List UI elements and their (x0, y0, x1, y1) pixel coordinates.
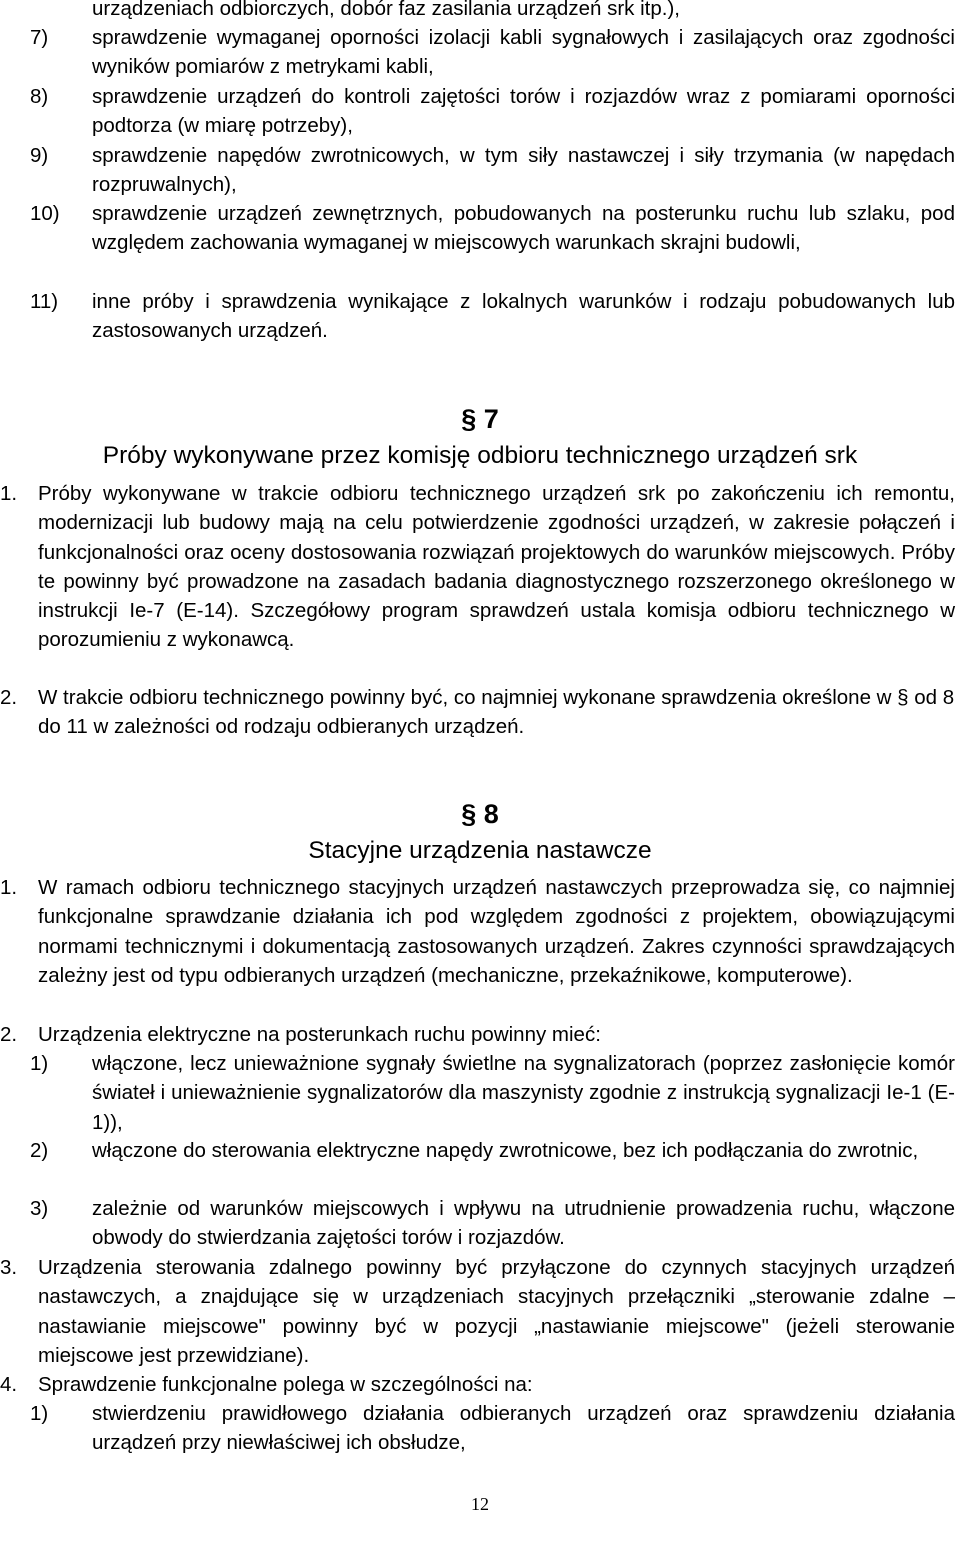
paragraph-number: 1. (0, 482, 18, 505)
numbered-paragraph (0, 1253, 955, 1373)
numbered-paragraph (0, 873, 955, 1023)
document-page: urządzeniach odbiorczych, dobór faz zasilania urządzeń srk itp.), 7) sprawdzenie wymaganej oporności izolacji kabli sygnałowych i zasilających oraz zgodności wyników pomiarów z metrykami kabli, 8) sprawdzenie urządzeń do kontroli zajętości torów i rozjazdów wraz z pomiarami oporności podtorza (w miarę potrzeby), 9) sprawdzenie napędów zwrotnicowych, w tym siły nastawczej i siły trzymania (w napędach rozpruwalnych), 10) sprawdzenie urządzeń zewnętrznych, pobudowanych na posterunku ruchu lub szlaku, pod względem zachowania wymaganej w miejscowych warunkach skrajni budowli, 11) inne próby i sprawdzenia wynikające z lokalnych warunków i rodzaju pobudowanych lub zastosowanych urządzeń. § 7 Próby wykonywane przez komisję odbioru technicznego urządzeń srk 1. Próby wykonywane w trakcie odbioru technicznego urządzeń srk po zakończeniu ich remontu, modernizacji lub budowy mają na celu potwierdzenie zgodności urządzeń, w zakresie połączeń i funkcjonalności oraz oceny dostosowania rozwiązań projektowych do warunków miejscowych. Próby te powinny być prowadzone na zasadach badania diagnostycznego rozszerzonego określonego w instrukcji Ie-7 (E-14). Szczegółowy program sprawdzeń ustala komisja odbioru technicznego w porozumieniu z wykonawcą. 2. W trakcie odbioru technicznego powinny być, co najmniej wykonane sprawdzenia określone w § od 8 do 11 w zależności od rodzaju odbieranych urządzeń. § 8 Stacyjne urządzenia nastawcze 1. W ramach odbioru technicznego stacyjnych urządzeń nastawczych przeprowadza się, co najmniej funkcjonalne sprawdzanie działania ich pod względem zgodności z projektem, obowiązującymi normami technicznymi i dokumentacją zastosowanych urządzeń. Zakres czynności sprawdzających zależny jest od typu odbieranych urządzeń (mechaniczne, przekaźnikowe, komputerowe). 2. Urządzenia elektryczne na posterunkach ruchu powinny mieć: 1) włączone, lecz unieważnione sygnały świetlne na sygnalizatorach (poprzez zasłonięcie komór świateł i unieważnienie sygnalizatorów dla maszynisty zgodnie z instrukcją sygnalizacji Ie-1 (E-1)), 2) włączone do sterowania elektryczne napędy zwrotnicowe, bez ich podłączania do zwrotnic, 3) zależnie od warunków miejscowych i wpływu na utrudnienie prowadzenia ruchu, włączone obwody do stwierdzania zajętości torów i rozjazdów. 3. Urządzenia sterowania zdalnego powinny być przyłączone do czynnych stacyjnych urządzeń nastawczych, a znajdujące się w urządzeniach stacyjnych przełączniki „sterowanie zdalne – nastawianie miejscowe" powinny być w pozycji „nastawianie miejscowe" (jeżeli sterowanie miejscowe jest przewidziane). 4. Sprawdzenie funkcjonalne polega w szczególności na: 1) stwierdzeniu prawidłowego działania odbieranych urządzeń oraz sprawdzeniu działania urządzeń przy niewłaściwej ich obsłudze, 12 (0, 0, 960, 1543)
section-number: 7 (483, 404, 499, 434)
paragraph-number: 3. (0, 1256, 18, 1279)
numbered-paragraph (0, 1020, 955, 1050)
list-item (30, 1136, 955, 1196)
paragraph-text: W ramach odbioru technicznego stacyjnych urządzeń nastawczych przeprowadza się, co najmniej funkcjonalne sprawdzanie działania ich pod względem zgodności z projektem, obowiązującymi normami technicznymi i dokumentacją zastosowanych urządzeń. Zakres czynności sprawdzających zależny jest od typu odbieranych urządzeń (mechaniczne, przekaźnikowe, komputerowe). (38, 876, 955, 987)
list-item-number: 3) (30, 1197, 49, 1220)
paragraph-number: 4. (0, 1373, 18, 1396)
paragraph-symbol: § (461, 404, 477, 434)
list-item-text: sprawdzenie urządzeń zewnętrznych, pobudowanych na posterunku ruchu lub szlaku, pod względem zachowania wymaganej w miejscowych warunkach skrajni budowli, (92, 202, 955, 255)
list-item (30, 23, 955, 83)
list-item (30, 141, 955, 201)
section-number: 8 (483, 799, 499, 829)
numbered-paragraph (0, 479, 955, 659)
list-item-number: 10) (30, 202, 60, 225)
list-item-text: włączone do sterowania elektryczne napędy zwrotnicowe, bez ich podłączania do zwrotnic, (92, 1139, 919, 1162)
paragraph-number: 1. (0, 876, 18, 899)
list-item-number: 7) (30, 26, 49, 49)
list-item-number: 1) (30, 1402, 49, 1425)
paragraph-text: Urządzenia elektryczne na posterunkach ruchu powinny mieć: (38, 1023, 601, 1046)
section-7-title: Próby wykonywane przez komisję odbioru technicznego urządzeń srk (102, 442, 858, 469)
list-item-number: 1) (30, 1052, 49, 1075)
list-item-number: 8) (30, 85, 49, 108)
section-8-number (0, 797, 960, 831)
paragraph-text: Urządzenia sterowania zdalnego powinny być przyłączone do czynnych stacyjnych urządzeń nastawczych, a znajdujące się w urządzeniach stacyjnych przełączniki „sterowanie zdalne – nastawianie miejscowe" powinny być w pozycji „nastawianie miejscowe" (jeżeli sterowanie miejscowe jest przewidziane). (38, 1256, 955, 1367)
numbered-paragraph (0, 683, 955, 743)
list-item-text: sprawdzenie wymaganej oporności izolacji kabli sygnałowych i zasilających oraz zgodności wyników pomiarów z metrykami kabli, (92, 26, 955, 79)
paragraph-text: Sprawdzenie funkcjonalne polega w szczególności na: (38, 1373, 533, 1396)
list-item-number: 2) (30, 1139, 49, 1162)
numbered-paragraph (0, 1370, 955, 1400)
page-number: 12 (471, 1494, 489, 1514)
paragraph-symbol: § (461, 799, 477, 829)
list-item-text: sprawdzenie urządzeń do kontroli zajętości torów i rozjazdów wraz z pomiarami oporności podtorza (w miarę potrzeby), (92, 85, 955, 138)
list-item-text: stwierdzeniu prawidłowego działania odbieranych urządzeń oraz sprawdzeniu działania urządzeń przy niewłaściwej ich obsłudze, (92, 1402, 955, 1455)
section-8-title: Stacyjne urządzenia nastawcze (308, 837, 652, 864)
list-item (30, 1194, 955, 1254)
list-item-text: sprawdzenie napędów zwrotnicowych, w tym siły nastawczej i siły trzymania (w napędach rozpruwalnych), (92, 144, 955, 197)
section-7-number (0, 402, 960, 436)
paragraph-text: Próby wykonywane w trakcie odbioru technicznego urządzeń srk po zakończeniu ich remontu, modernizacji lub budowy mają na celu potwierdzenie zgodności urządzeń, w zakresie połączeń i funkcjonalności oraz oceny dostosowania rozwiązań projektowych do warunków miejscowych. Próby te powinny być prowadzone na zasadach badania diagnostycznego rozszerzonego określonego w instrukcji Ie-7 (E-14). Szczegółowy program sprawdzeń ustala komisja odbioru technicznego w porozumieniu z wykonawcą. (38, 482, 955, 652)
list-item (30, 199, 955, 289)
list-item (30, 287, 955, 347)
list-item (30, 1049, 955, 1139)
list-item-number: 11) (30, 290, 59, 313)
paragraph-number: 2. (0, 686, 18, 709)
list-item-text: włączone, lecz unieważnione sygnały świetlne na sygnalizatorach (poprzez zasłonięcie komór świateł i unieważnienie sygnalizatorów dla maszynisty zgodnie z instrukcją sygnalizacji Ie-1 (E-1)), (92, 1052, 955, 1134)
list-item-text: zależnie od warunków miejscowych i wpływu na utrudnienie prowadzenia ruchu, włączone obwody do stwierdzania zajętości torów i rozjazdów. (92, 1197, 955, 1250)
paragraph-text: W trakcie odbioru technicznego powinny być, co najmniej wykonane sprawdzenia określone w § od 8 do 11 w zależności od rodzaju odbieranych urządzeń. (38, 686, 955, 739)
list-item (30, 82, 955, 142)
list-item-text: inne próby i sprawdzenia wynikające z lokalnych warunków i rodzaju pobudowanych lub zastosowanych urządzeń. (92, 290, 955, 343)
paragraph-number: 2. (0, 1023, 18, 1046)
list-item (30, 1399, 955, 1459)
list-item-number: 9) (30, 144, 49, 167)
